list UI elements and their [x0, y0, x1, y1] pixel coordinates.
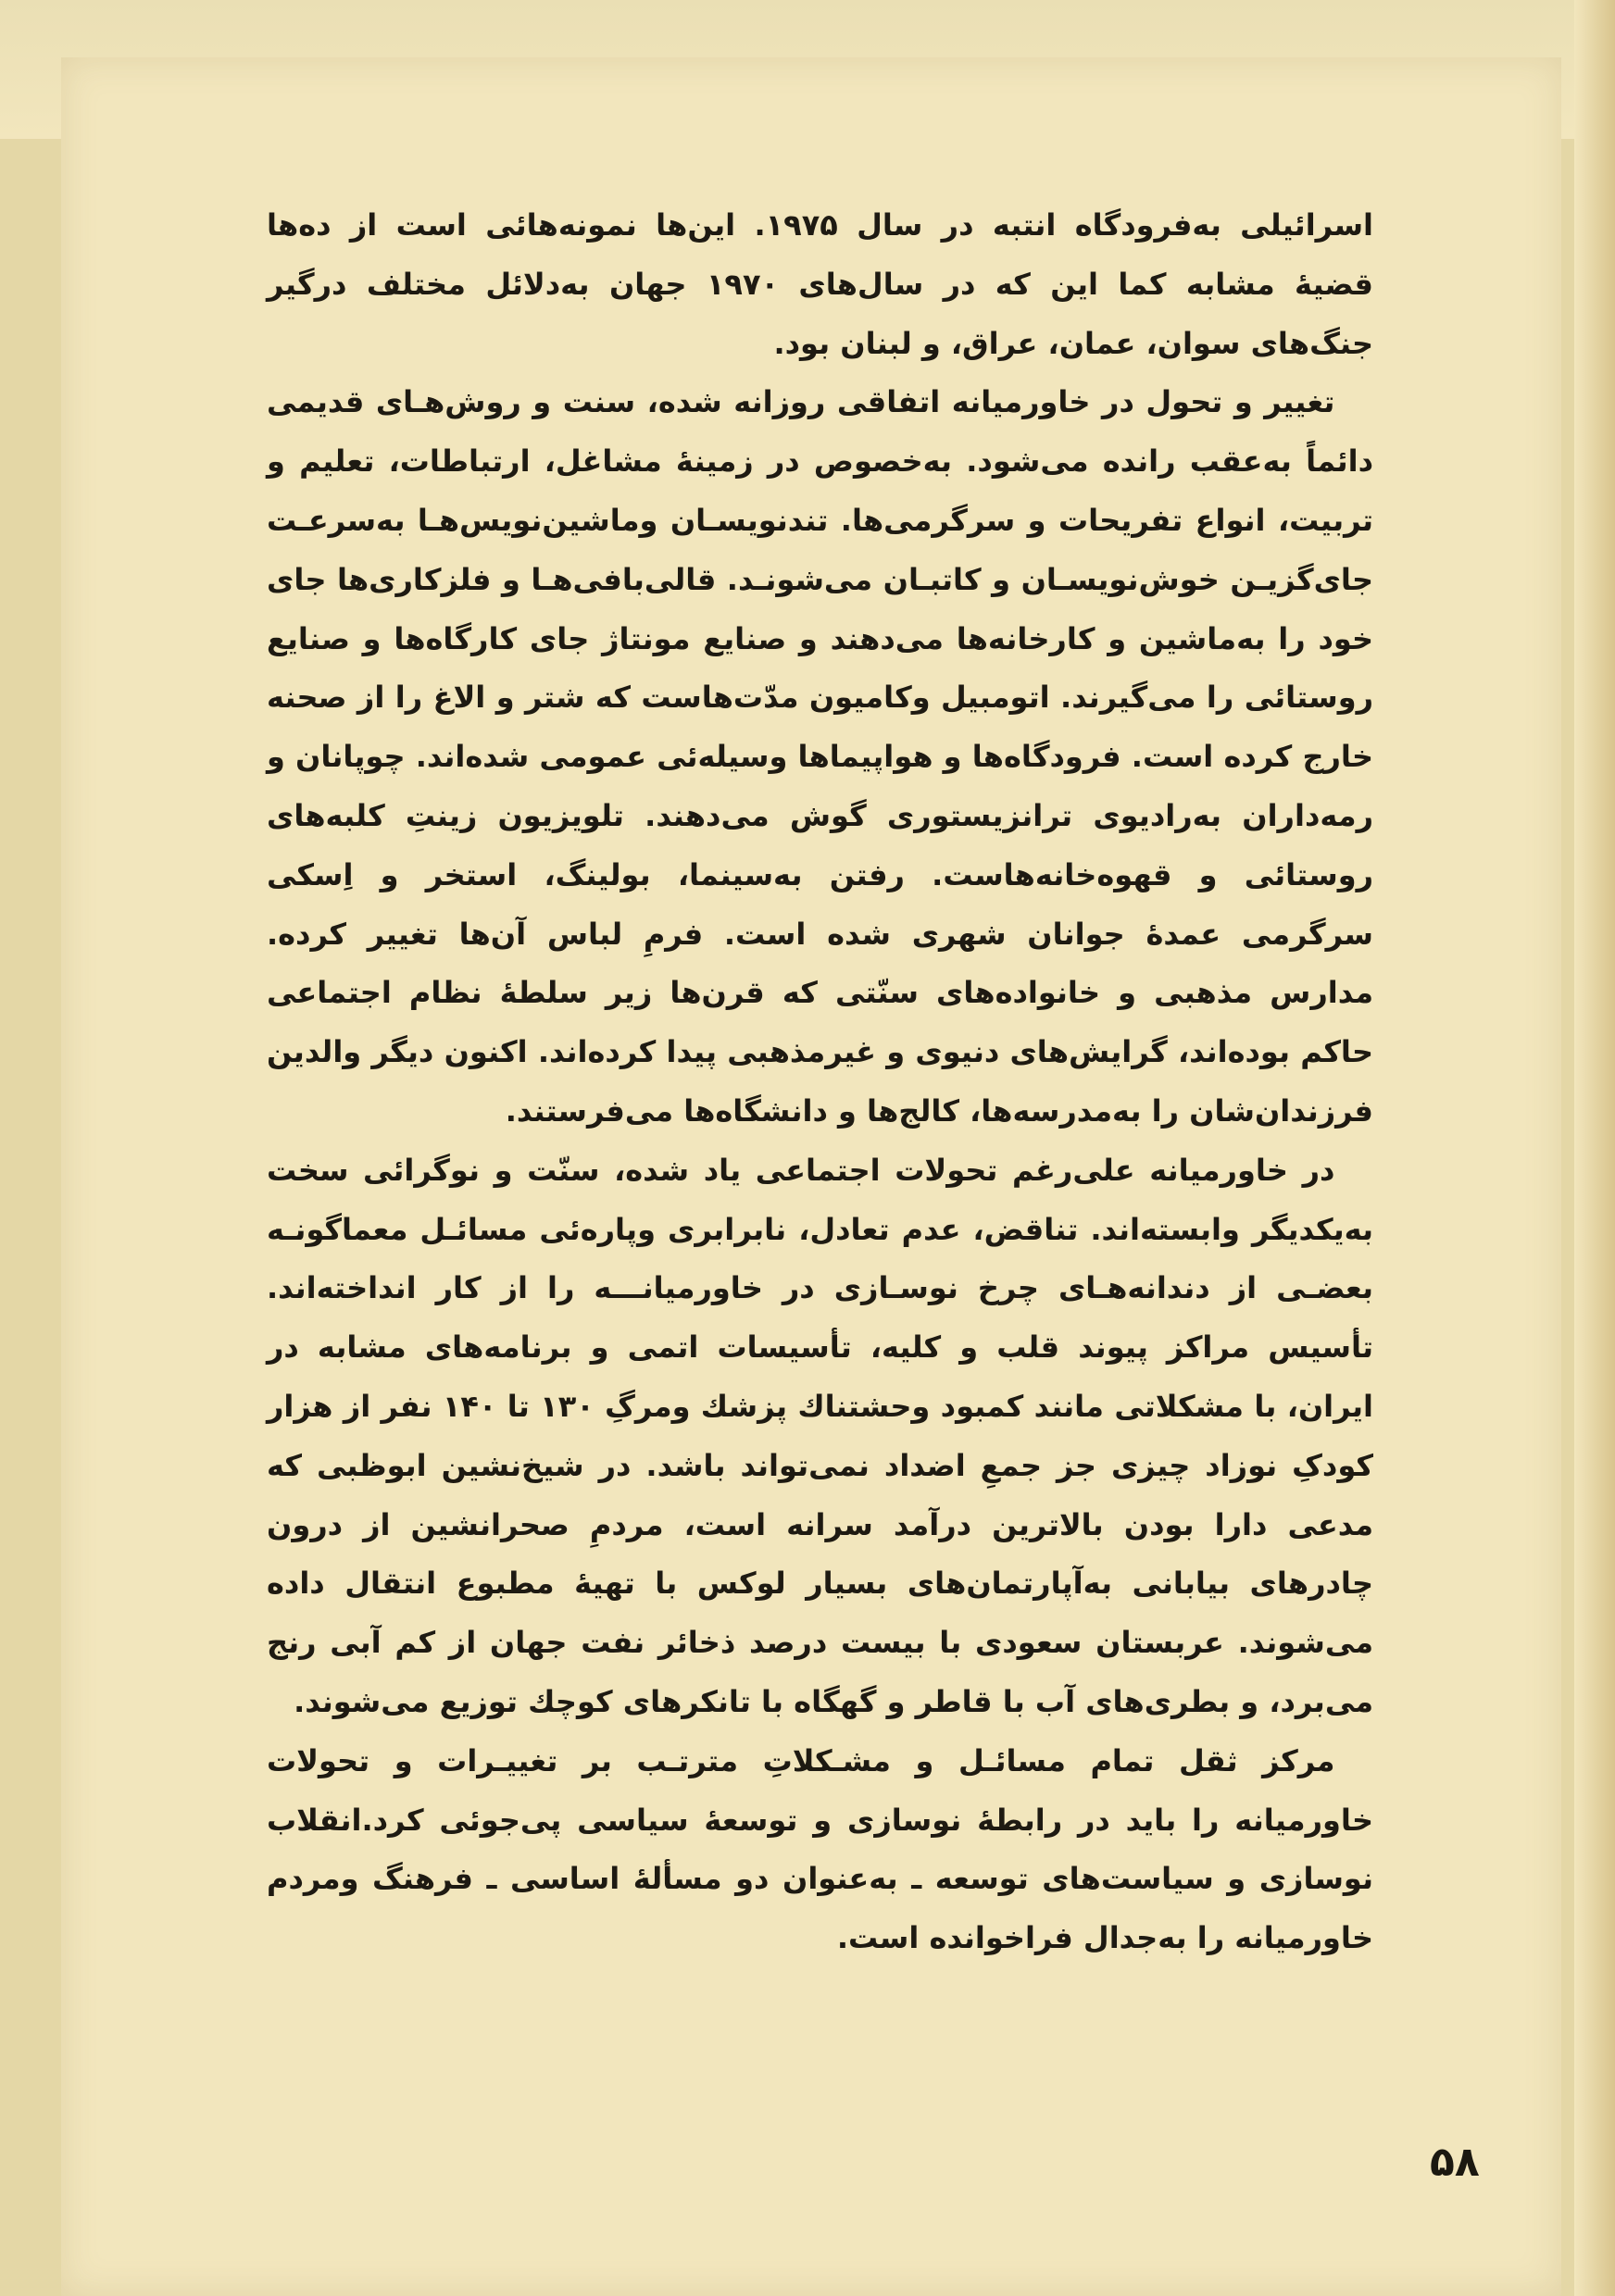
page-edge: [1574, 0, 1615, 2296]
body-text: [267, 196, 1373, 1968]
paragraph-4: مرکز ثقل تمام مسائـل و مشـکلاتِ مترتـب بر تغییـرات و تحولات خاورمیانه را باید در رابطهٔ نوسازی و توسعهٔ سیاسی پی‌جوئی کرد.انقلاب نوسازی و سیاست‌های توسعه ـ به‌عنوان دو مسألهٔ اساسی ـ فرهنگ ومردم خاورمیانه را به‌جدال فراخوانده است.: [267, 1742, 1373, 1956]
paragraph-1: اسرائیلی به‌فرودگاه انتبه در سال ۱۹۷۵. این‌ها نمونه‌هائی است از ده‌ها قضیهٔ مشابه کما این که در سال‌های ۱۹۷۰ جهان به‌دلائل مختلف درگیر جنگ‌های سوان، عمان، عراق، و لبنان بود.: [267, 207, 1374, 361]
paragraph-3: در خاورمیانه علی‌رغم تحولات اجتماعی یاد شده، سنّت و نوگرائی سخت به‌یکدیگر وابسته‌اند. تناقض، عدم تعادل، نابرابری وپاره‌ئی مسائـل معماگونـه بعضـی از دندانه‌هـای چرخ نوسـازی در خاورمیانـــه را از کار انداخته‌اند. تأسیس مراکز پیوند قلب و کلیه، تأسیسات اتمی و برنامه‌های مشابه در ایران، با مشکلاتی مانند کمبود وحشتناك پزشك ومرگِ ۱۳۰ تا ۱۴۰ نفر از هزار کودکِ نوزاد چیزی جز جمعِ اضداد نمی‌تواند باشد. در شیخ‌نشین ابوظبی که مدعی دارا بودن بالاترین درآمد سرانه است، مردمِ صحرانشین از درون چادرهای بیابانی به‌آپارتمان‌های بسیار لوکس با تهیهٔ مطبوع انتقال داده می‌شوند. عربستان سعودی با بیست درصد ذخائر نفت جهان از کم آبی رنج می‌برد، و بطری‌های آب با قاطر و گهگاه با تانکرهای کوچك توزیع می‌شوند.: [267, 1152, 1374, 1719]
paragraph-2: تغییر و تحول در خاورمیانه اتفاقی روزانه شده، سنت و روش‌هـای قدیمی دائماً به‌عقب رانده می‌شود. به‌خصوص در زمینهٔ مشاغل، ارتباطات، تعلیم و تربیت، انواع تفریحات و سرگرمی‌ها. تندنویسـان وماشین‌نویس‌هـا به‌سرعـت جای‌گزیـن خوش‌نویسـان و کاتبـان می‌شونـد. قالی‌بافی‌هـا و فلزکاری‌ها جای خود را به‌ماشین و کارخانه‌ها می‌دهند و صنایع مونتاژ جای کارگاه‌ها و صنایع روستائی را می‌گیرند. اتومبیل وکامیون مدّت‌هاست که شتر و الاغ را از صحنه خارج کرده است. فرودگاه‌ها و هواپیماها وسیله‌ئی عمومی شده‌اند. چوپانان و رمه‌داران به‌رادیوی ترانزیستوری گوش می‌دهند. تلویزیون زینتِ کلبه‌های روستائی و قهوه‌خانه‌هاست. رفتن به‌سینما، بولینگ، استخر و اِسکی سرگرمی عمدهٔ جوانان شهری شده است. فرمِ لباس آن‌ها تغییر کرده. مدارس مذهبی و خانواده‌های سنّتی که قرن‌ها زیر سلطهٔ نظام اجتماعی حاکم بوده‌اند، گرایش‌های دنیوی و غیرمذهبی پیدا کرده‌اند. اکنون دیگر والدین فرزندان‌شان را به‌مدرسه‌ها، کالج‌ها و دانشگاه‌ها می‌فرستند.: [267, 384, 1373, 1129]
page-number: ۵۸: [1430, 2139, 1480, 2186]
